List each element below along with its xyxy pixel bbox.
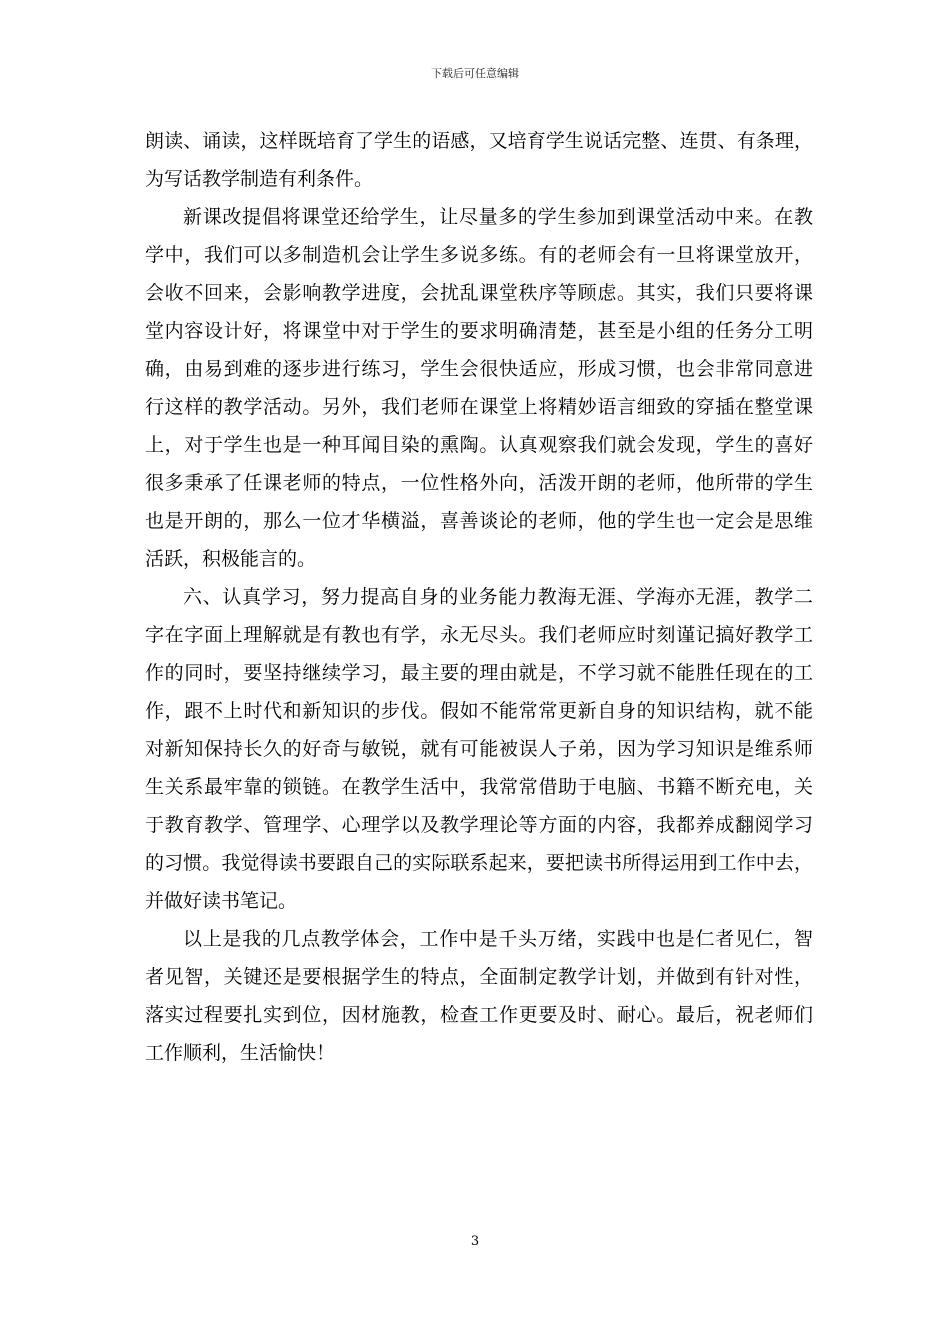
paragraph-line: 六、认真学习，努力提高自身的业务能力教海无涯、学海亦无涯，教学二: [183, 586, 813, 608]
paragraph: [145, 122, 813, 198]
paragraph-line: 的习惯。我觉得读书要跟自己的实际联系起来，要把读书所得运用到工作中去，: [145, 852, 813, 874]
page-number: 3: [470, 1234, 480, 1249]
paragraph-line: 为写话教学制造有利条件。: [145, 168, 374, 190]
body-text: [145, 122, 813, 1072]
paragraph-line: 字在字面上理解就是有教也有学，永无尽头。我们老师应时刻谨记搞好教学工: [145, 624, 813, 646]
paragraph-line: 新课改提倡将课堂还给学生，让尽量多的学生参加到课堂活动中来。在教: [183, 206, 813, 228]
paragraph-line: 对新知保持长久的好奇与敏锐，就有可能被误人子弟，因为学习知识是维系师: [145, 738, 813, 760]
paragraph: [145, 198, 813, 578]
paragraph-line: 也是开朗的，那么一位才华横溢，喜善谈论的老师，他的学生也一定会是思维: [145, 510, 813, 532]
paragraph-line: 学中，我们可以多制造机会让学生多说多练。有的老师会有一旦将课堂放开，: [145, 244, 813, 266]
paragraph-line: 生关系最牢靠的锁链。在教学生活中，我常常借助于电脑、书籍不断充电，关: [145, 776, 813, 798]
paragraph-line: 上，对于学生也是一种耳闻目染的熏陶。认真观察我们就会发现，学生的喜好: [145, 434, 813, 456]
paragraph-line: 作的同时，要坚持继续学习，最主要的理由就是，不学习就不能胜任现在的工: [145, 662, 813, 684]
paragraph-line: 堂内容设计好，将课堂中对于学生的要求明确清楚，甚至是小组的任务分工明: [145, 320, 813, 342]
page-header: 下载后可任意编辑: [431, 67, 519, 80]
paragraph-line: 行这样的教学活动。另外，我们老师在课堂上将精妙语言细致的穿插在整堂课: [145, 396, 813, 418]
paragraph-line: 很多秉承了任课老师的特点，一位性格外向，活泼开朗的老师，他所带的学生: [145, 472, 813, 494]
paragraph-line: 确，由易到难的逐步进行练习，学生会很快适应，形成习惯，也会非常同意进: [145, 358, 813, 380]
paragraph: [145, 920, 813, 1072]
paragraph: [145, 578, 813, 920]
paragraph-line: 于教育教学、管理学、心理学以及教学理论等方面的内容，我都养成翻阅学习: [145, 814, 813, 836]
paragraph-line: 朗读、诵读，这样既培育了学生的语感，又培育学生说话完整、连贯、有条理，: [145, 130, 813, 152]
paragraph-line: 活跃，积极能言的。: [145, 548, 317, 570]
paragraph-line: 工作顺利，生活愉快！: [145, 1042, 336, 1064]
paragraph-line: 落实过程要扎实到位，因材施教，检查工作更要及时、耐心。最后，祝老师们: [145, 1004, 813, 1026]
paragraph-line: 作，跟不上时代和新知识的步伐。假如不能常常更新自身的知识结构，就不能: [145, 700, 813, 722]
paragraph-line: 并做好读书笔记。: [145, 890, 298, 912]
paragraph-line: 者见智，关键还是要根据学生的特点，全面制定教学计划，并做到有针对性，: [145, 966, 813, 988]
paragraph-line: 以上是我的几点教学体会，工作中是千头万绪，实践中也是仁者见仁，智: [183, 928, 813, 950]
paragraph-line: 会收不回来，会影响教学进度，会扰乱课堂秩序等顾虑。其实，我们只要将课: [145, 282, 813, 304]
